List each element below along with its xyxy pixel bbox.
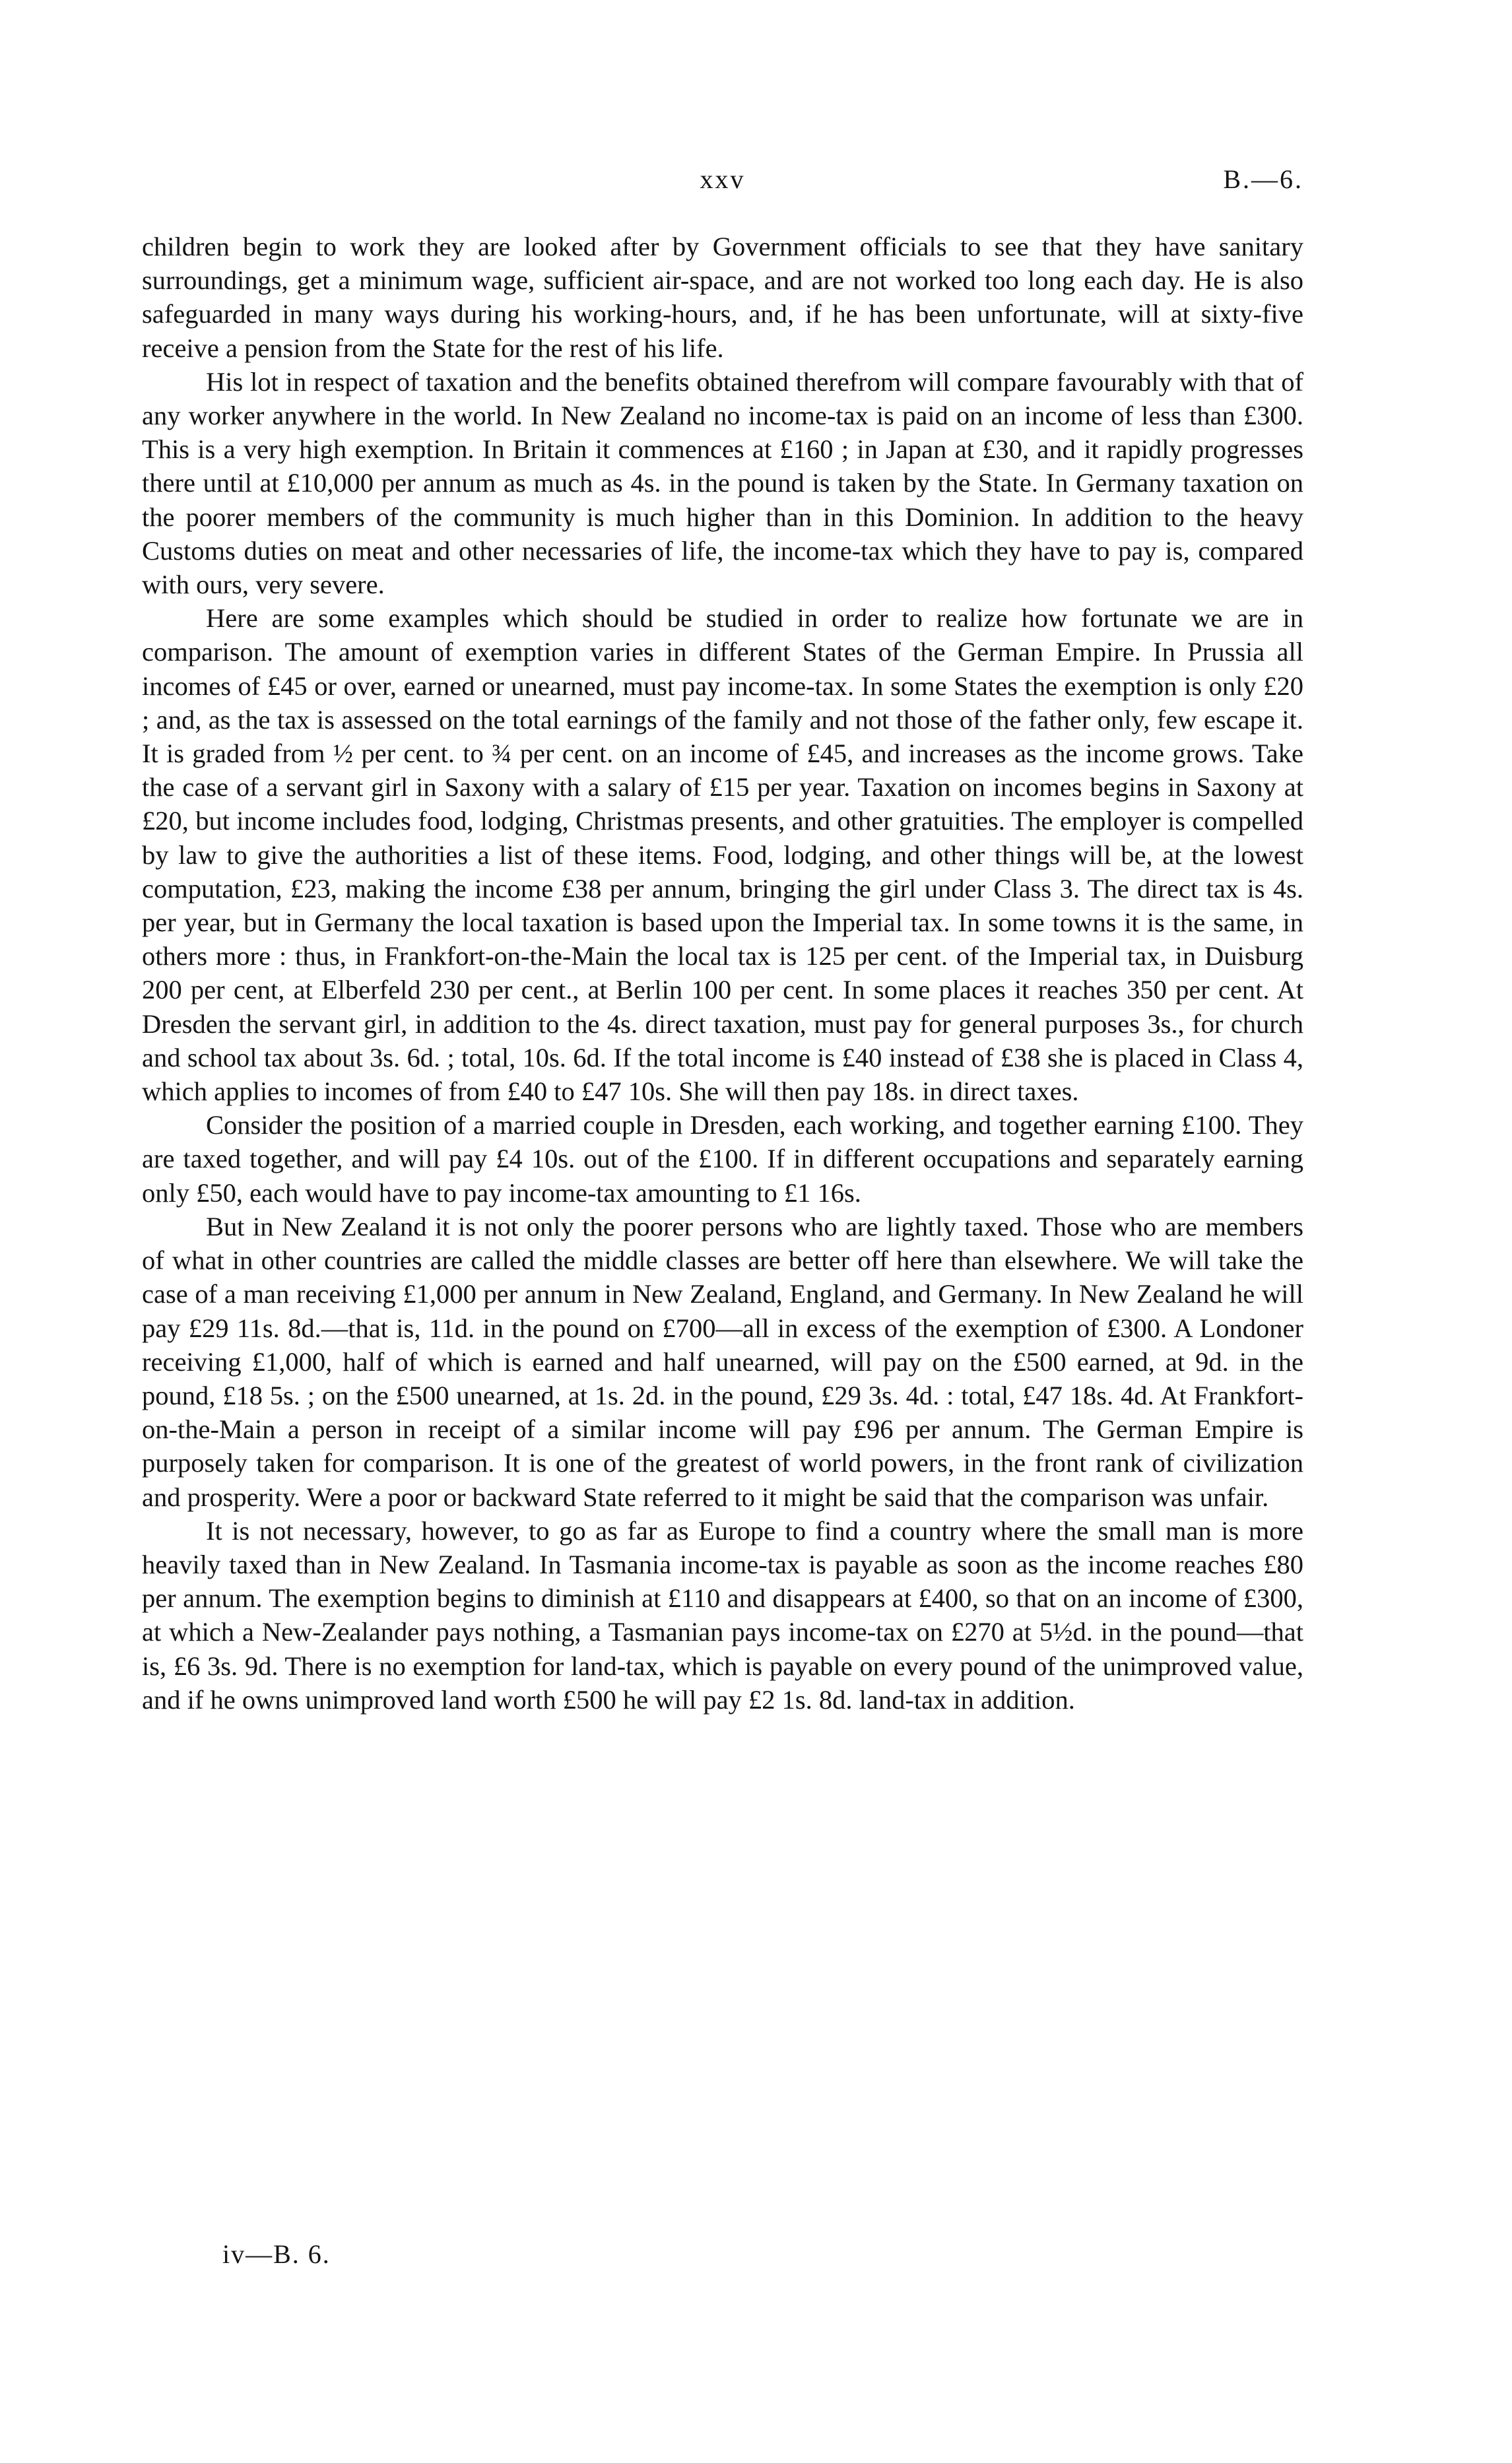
- body-text: [142, 230, 1303, 1717]
- paragraph-tasmania: It is not necessary, however, to go as far as Europe to find a country where the small man is more heavily taxed than in New Zealand. In Tasmania income-tax is payable as soon as the income reaches £80 per annum. The exemption begins to diminish at £110 and disappears at £400, so that on an income of £300, at which a New-Zealander pays nothing, a Tasmanian pays income-tax on £270 at 5½d. in the pound—that is, £6 3s. 9d. There is no exemption for land-tax, which is payable on every pound of the unimproved value, and if he owns unimproved land worth £500 he will pay £2 1s. 8d. land-tax in addition.: [142, 1515, 1303, 1715]
- paragraph-german-examples: Here are some examples which should be studied in order to realize how fortunate we are in comparison. The amount of exemption varies in different States of the German Empire. In Prussia all incomes of £45 or over, earned or unearned, must pay income-tax. In some States the exemption is only £20 ; and, as the tax is assessed on the total earnings of the family and not those of the father only, few escape it. It is graded from ½ per cent. to ¾ per cent. on an income of £45, and increases as the income grows. Take the case of a servant girl in Saxony with a salary of £15 per year. Taxation on incomes begins in Saxony at £20, but income includes food, lodging, Christmas presents, and other gratuities. The employer is compelled by law to give the authorities a list of these items. Food, lodging, and other things will be, at the lowest computation, £23, making the income £38 per annum, bringing the girl under Class 3. The direct tax is 4s. per year, but in Germany the local taxation is based upon the Imperial tax. In some towns it is the same, in others more : thus, in Frankfort-on-the-Main the local tax is 125 per cent. of the Imperial tax, in Duisburg 200 per cent, at Elberfeld 230 per cent., at Berlin 100 per cent. In some places it reaches 350 per cent. At Dresden the servant girl, in addition to the 4s. direct taxation, must pay for general purposes 3s., for church and school tax about 3s. 6d. ; total, 10s. 6d. If the total income is £40 instead of £38 she is placed in Class 4, which applies to incomes of from £40 to £47 10s. She will then pay 18s. in direct taxes.: [142, 603, 1303, 1107]
- document-reference: B.—6.: [1223, 164, 1303, 194]
- page-number: xxv: [700, 164, 746, 194]
- running-header: [142, 164, 1303, 203]
- printer-signature: iv—B. 6.: [222, 2239, 331, 2269]
- paragraph-dresden-couple: Consider the position of a married couple in Dresden, each working, and together earning £100. They are taxed together, and will pay £4 10s. out of the £100. If in different occupations and separately earning only £50, each would have to pay income-tax amounting to £1 16s.: [142, 1110, 1303, 1208]
- paragraph-taxation-benefits: His lot in respect of taxation and the benefits obtained therefrom will compare favourably with that of any worker anywhere in the world. In New Zealand no income-tax is paid on an income of less than £300. This is a very high exemption. In Britain it commences at £160 ; in Japan at £30, and it rapidly progresses there until at £10,000 per annum as much as 4s. in the pound is taken by the State. In Germany taxation on the poorer members of the community is much higher than in this Dominion. In addition to the heavy Customs duties on meat and other necessaries of life, the income-tax which they have to pay is, compared with ours, very severe.: [142, 366, 1303, 600]
- paragraph-middle-classes: But in New Zealand it is not only the poorer persons who are lightly taxed. Those who are members of what in other countries are called the middle classes are better off here than elsewhere. We will take the case of a man receiving £1,000 per annum in New Zealand, England, and Germany. In New Zealand he will pay £29 11s. 8d.—that is, 11d. in the pound on £700—all in excess of the exemption of £300. A Londoner receiving £1,000, half of which is earned and half unearned, will pay on the £500 earned, at 9d. in the pound, £18 5s. ; on the £500 unearned, at 1s. 2d. in the pound, £29 3s. 4d. : total, £47 18s. 4d. At Frankfort-on-the-Main a person in receipt of a similar income will pay £96 per annum. The German Empire is purposely taken for comparison. It is one of the greatest of world powers, in the front rank of civilization and prosperity. Were a poor or backward State referred to it might be said that the comparison was unfair.: [142, 1211, 1303, 1512]
- paragraph-continuation: children begin to work they are looked after by Government officials to see that they have sanitary surroundings, get a minimum wage, sufficient air-space, and are not worked too long each day. He is also safeguarded in many ways during his working-hours, and, if he has been unfortunate, will at sixty-five receive a pension from the State for the rest of his life.: [142, 232, 1303, 363]
